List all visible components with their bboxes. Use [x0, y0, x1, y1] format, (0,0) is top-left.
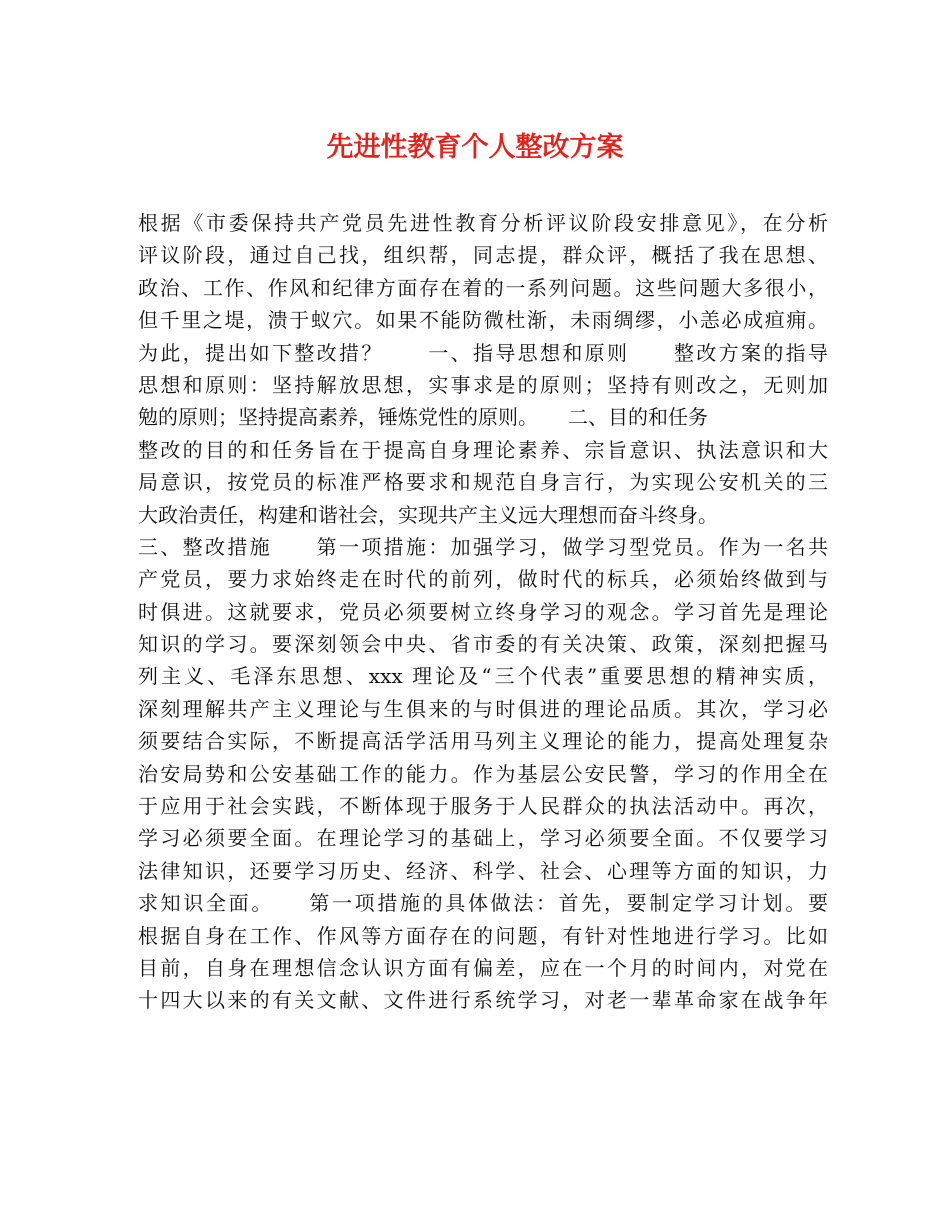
- body-line: 知识的学习。要深刻领会中央、省市委的有关决策、政策，深刻把握马: [138, 632, 828, 657]
- body-line: 大政治责任，构建和谐社会，实现共产主义远大理想而奋斗终身。: [138, 502, 718, 527]
- document-title: 先进性教育个人整改方案: [326, 132, 624, 163]
- body-line: 须要结合实际，不断提高活学活用马列主义理论的能力，提高处理复杂: [138, 729, 828, 754]
- body-line: 政治、工作、作风和纪律方面存在着的一系列问题。这些问题大多很小，: [138, 275, 828, 300]
- body-line: 思想和原则：坚持解放思想，实事求是的原则；坚持有则改之，无则加: [138, 372, 828, 397]
- body-line: 三、整改措施 第一项措施：加强学习，做学习型党员。作为一名共: [138, 534, 828, 559]
- body-line: 但千里之堤，溃于蚁穴。如果不能防微杜渐，未雨绸缪，小恙必成疸痈。: [138, 308, 828, 333]
- body-line: 治安局势和公安基础工作的能力。作为基层公安民警，学习的作用全在: [138, 761, 828, 786]
- body-line: 评议阶段，通过自己找，组织帮，同志提，群众评，概括了我在思想、: [138, 243, 828, 268]
- body-line: 根据自身在工作、作风等方面存在的问题，有针对性地进行学习。比如: [138, 923, 828, 948]
- body-line: 目前，自身在理想信念认识方面有偏差，应在一个月的时间内，对党在: [138, 955, 828, 980]
- body-line: 十四大以来的有关文献、文件进行系统学习，对老一辈革命家在战争年: [138, 988, 828, 1013]
- body-line: 产党员，要力求始终走在时代的前列，做时代的标兵，必须始终做到与: [138, 567, 828, 592]
- body-line: 于应用于社会实践，不断体现于服务于人民群众的执法活动中。再次，: [138, 794, 828, 819]
- body-line: 为此，提出如下整改措？ 一、指导思想和原则 整改方案的指导: [138, 340, 828, 365]
- body-line: 时俱进。这就要求，党员必须要树立终身学习的观念。学习首先是理论: [138, 599, 828, 624]
- body-line: 根据《市委保持共产党员先进性教育分析评议阶段安排意见》，在分析: [138, 211, 828, 235]
- body-line: 深刻理解共产主义理论与生俱来的与时俱进的理论品质。其次，学习必: [138, 696, 828, 721]
- body-line: 求知识全面。 第一项措施的具体做法：首先，要制定学习计划。要: [138, 891, 828, 916]
- body-line: 局意识，按党员的标准严格要求和规范自身言行，为实现公安机关的三: [138, 470, 828, 495]
- body-line: 列主义、毛泽东思想、xxx 理论及“三个代表”重要思想的精神实质，: [138, 664, 828, 689]
- document-body: [138, 207, 828, 1017]
- body-line: 学习必须要全面。在理论学习的基础上，学习必须要全面。不仅要学习: [138, 826, 828, 851]
- body-line: 法律知识，还要学习历史、经济、科学、社会、心理等方面的知识，力: [138, 858, 828, 883]
- body-line: 整改的目的和任务旨在于提高自身理论素养、宗旨意识、执法意识和大: [138, 437, 828, 462]
- body-line: 勉的原则；坚持提高素养，锤炼党性的原则。 二、目的和任务: [138, 405, 708, 430]
